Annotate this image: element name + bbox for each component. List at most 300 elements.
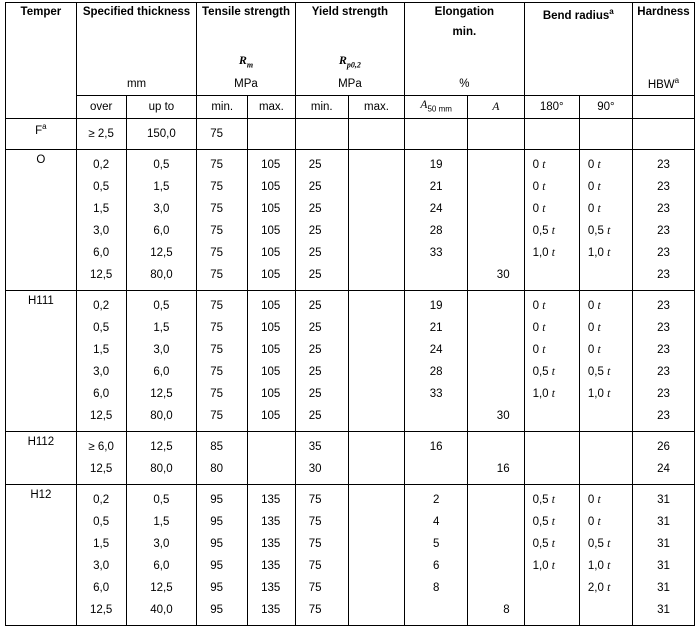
cell-hbw — [632, 599, 694, 626]
cell-ys-max — [348, 198, 404, 220]
cell-bend-180 — [524, 118, 579, 149]
cell-a — [468, 264, 524, 291]
cell-ts-max — [248, 242, 296, 264]
cell-a — [468, 405, 524, 432]
header-hardness-label: Hardness — [637, 6, 690, 18]
cell-hbw-value: 31 — [657, 559, 670, 572]
subheader-ts-min: min. — [197, 95, 248, 118]
cell-bend-90 — [579, 458, 632, 485]
cell-bend-180 — [524, 317, 579, 339]
header-rp-symbol: $R_{p0,2}$ — [295, 51, 404, 73]
cell-upto — [126, 458, 197, 485]
temper-cell — [6, 431, 77, 484]
cell-a50-value: 24 — [429, 202, 443, 215]
cell-ys-min-value: 25 — [308, 409, 322, 422]
cell-a50 — [405, 599, 468, 626]
cell-over — [76, 317, 126, 339]
cell-hbw-value: 24 — [657, 462, 670, 475]
cell-ys-min-value: 25 — [308, 343, 322, 356]
cell-hbw — [632, 220, 694, 242]
cell-ys-min — [295, 383, 348, 405]
cell-hbw — [632, 361, 694, 383]
cell-ys-min — [295, 290, 348, 317]
cell-ts-max-value: 105 — [261, 246, 281, 259]
cell-bend-180-value: 0 t — [532, 180, 546, 193]
header-thickness — [76, 3, 197, 51]
cell-a-value: 30 — [496, 268, 510, 281]
temper-label: $F^a$ — [35, 122, 47, 138]
cell-upto-value: 40,0 — [150, 603, 173, 616]
cell-bend-180 — [524, 339, 579, 361]
cell-a — [468, 361, 524, 383]
cell-ys-max — [348, 555, 404, 577]
cell-over — [76, 220, 126, 242]
cell-bend-90-value: 1,0 t — [587, 387, 611, 400]
cell-upto-value: 3,0 — [153, 202, 170, 215]
cell-ts-min-value: 95 — [210, 515, 224, 528]
temper-cell — [6, 290, 77, 431]
cell-upto-value: 0,5 — [153, 158, 170, 171]
cell-ts-min — [197, 405, 248, 432]
header-unit-mm: mm — [76, 73, 197, 96]
cell-ts-max-value: 135 — [261, 603, 281, 616]
cell-over — [76, 339, 126, 361]
cell-ts-min-value: 75 — [210, 365, 224, 378]
cell-hbw — [632, 458, 694, 485]
cell-ys-min-value: 25 — [308, 246, 322, 259]
cell-bend-180 — [524, 511, 579, 533]
cell-over-value: 12,5 — [89, 603, 113, 616]
cell-bend-180-value: 0,5 t — [532, 537, 555, 550]
cell-bend-90 — [579, 533, 632, 555]
cell-bend-180 — [524, 555, 579, 577]
header-bend-label: Bend radius — [542, 9, 610, 22]
header-bend-sup: a — [609, 7, 614, 16]
subheader-upto: up to — [126, 95, 197, 118]
cell-bend-180-value: 0 t — [532, 343, 546, 356]
cell-ys-min-value: 75 — [308, 537, 322, 550]
temper-label: H111 — [27, 294, 54, 307]
cell-ts-min-value: 95 — [210, 559, 224, 572]
cell-a-value: 16 — [496, 462, 510, 475]
cell-bend-180 — [524, 176, 579, 198]
cell-a — [468, 149, 524, 176]
cell-a-value: 8 — [503, 603, 510, 616]
subheader-ts-max: max. — [248, 95, 296, 118]
subheader-a: A — [468, 95, 524, 118]
cell-hbw — [632, 242, 694, 264]
cell-ys-max — [348, 361, 404, 383]
cell-a50-value: 19 — [429, 158, 443, 171]
temper-cell — [6, 149, 77, 290]
cell-upto — [126, 361, 197, 383]
cell-bend-90-value: 0,5 t — [587, 365, 611, 378]
cell-ys-min-value: 25 — [308, 202, 322, 215]
cell-a — [468, 458, 524, 485]
cell-upto — [126, 176, 197, 198]
cell-ys-min-value: 25 — [308, 387, 322, 400]
table-row — [6, 264, 695, 291]
cell-over-value: 0,5 — [93, 180, 110, 193]
temper-label: H12 — [30, 488, 52, 501]
cell-ys-min — [295, 242, 348, 264]
cell-ys-min — [295, 149, 348, 176]
cell-bend-180 — [524, 264, 579, 291]
cell-over — [76, 511, 126, 533]
cell-ts-max-value: 105 — [261, 202, 281, 215]
cell-ts-max-value: 135 — [261, 559, 281, 572]
cell-ts-min-value: 75 — [210, 268, 224, 281]
cell-bend-180 — [524, 361, 579, 383]
cell-bend-90 — [579, 339, 632, 361]
cell-upto — [126, 149, 197, 176]
cell-hbw-value: 23 — [657, 180, 670, 193]
header-thickness-label: Specified thickness — [82, 6, 191, 18]
cell-a50 — [405, 220, 468, 242]
cell-ts-max-value: 105 — [261, 387, 281, 400]
cell-a — [468, 220, 524, 242]
cell-bend-90-value: 0 t — [587, 515, 601, 528]
cell-bend-180-value: 0 t — [532, 202, 546, 215]
cell-a50 — [405, 118, 468, 149]
cell-over — [76, 405, 126, 432]
cell-bend-180-value: 1,0 t — [532, 246, 555, 259]
cell-ys-max — [348, 264, 404, 291]
header-rm-symbol: $R_m$ — [197, 51, 295, 73]
cell-upto — [126, 383, 197, 405]
cell-ts-min — [197, 339, 248, 361]
cell-upto — [126, 484, 197, 511]
cell-ts-min — [197, 383, 248, 405]
header-temper-label: Temper — [20, 6, 62, 18]
cell-upto — [126, 198, 197, 220]
cell-bend-90 — [579, 290, 632, 317]
cell-hbw — [632, 383, 694, 405]
cell-over — [76, 176, 126, 198]
cell-over — [76, 533, 126, 555]
header-tensile — [197, 3, 295, 51]
cell-bend-90 — [579, 176, 632, 198]
cell-hbw — [632, 176, 694, 198]
cell-ys-min-value: 35 — [308, 440, 322, 453]
cell-bend-90 — [579, 555, 632, 577]
cell-over-value: ≥ 2,5 — [88, 127, 114, 140]
cell-upto — [126, 577, 197, 599]
cell-upto-value: 12,5 — [150, 440, 173, 453]
cell-hbw-value: 23 — [657, 299, 670, 312]
cell-bend-180-value: 0 t — [532, 299, 546, 312]
cell-over — [76, 484, 126, 511]
cell-ts-min — [197, 317, 248, 339]
cell-ys-min-value: 25 — [308, 321, 322, 334]
cell-over — [76, 290, 126, 317]
cell-a — [468, 290, 524, 317]
cell-ys-min — [295, 118, 348, 149]
table-row — [6, 599, 695, 626]
cell-a50 — [405, 458, 468, 485]
cell-hbw-value: 23 — [657, 409, 670, 422]
cell-bend-90 — [579, 264, 632, 291]
cell-bend-90 — [579, 242, 632, 264]
cell-ys-min — [295, 361, 348, 383]
cell-a50 — [405, 511, 468, 533]
cell-ts-max — [248, 176, 296, 198]
cell-ts-max — [248, 220, 296, 242]
cell-ys-max — [348, 458, 404, 485]
cell-over-value: 0,2 — [93, 493, 110, 506]
cell-ys-max — [348, 511, 404, 533]
cell-ts-min — [197, 555, 248, 577]
cell-upto-value: 6,0 — [153, 365, 170, 378]
header-bend — [524, 3, 632, 51]
cell-a — [468, 383, 524, 405]
cell-ys-min-value: 75 — [308, 581, 322, 594]
table-row — [6, 149, 695, 176]
cell-over — [76, 264, 126, 291]
header-elongation-label: Elongation — [434, 6, 495, 18]
cell-a — [468, 317, 524, 339]
cell-upto-value: 1,5 — [153, 321, 170, 334]
cell-bend-180-value: 0,5 t — [532, 515, 555, 528]
header-elongation-min: min. — [452, 26, 477, 38]
cell-hbw-value: 31 — [657, 603, 670, 616]
cell-ys-min-value: 25 — [308, 365, 322, 378]
cell-over — [76, 118, 126, 149]
cell-ts-min — [197, 176, 248, 198]
cell-ys-min-value: 25 — [308, 224, 322, 237]
cell-over-value: 6,0 — [93, 246, 110, 259]
cell-hbw — [632, 264, 694, 291]
cell-hbw — [632, 149, 694, 176]
table-row — [6, 405, 695, 432]
cell-ts-min-value: 75 — [210, 321, 224, 334]
header-hardness — [632, 3, 694, 51]
cell-hbw — [632, 484, 694, 511]
cell-ts-min — [197, 511, 248, 533]
cell-ys-min — [295, 555, 348, 577]
cell-ys-max — [348, 405, 404, 432]
cell-hbw-value: 23 — [657, 202, 670, 215]
cell-over-value: 1,5 — [93, 202, 110, 215]
cell-over-value: 3,0 — [93, 559, 110, 572]
cell-over-value: 1,5 — [93, 343, 110, 356]
cell-ts-min — [197, 599, 248, 626]
cell-bend-180-value: 1,0 t — [532, 387, 555, 400]
cell-ts-min — [197, 533, 248, 555]
table-row — [6, 118, 695, 149]
cell-upto-value: 1,5 — [153, 180, 170, 193]
cell-ts-max — [248, 118, 296, 149]
cell-over — [76, 149, 126, 176]
cell-ys-min — [295, 458, 348, 485]
cell-bend-90 — [579, 317, 632, 339]
cell-over-value: 3,0 — [93, 224, 110, 237]
cell-ts-max — [248, 511, 296, 533]
header-unit-pct: % — [405, 73, 524, 96]
cell-ys-min-value: 75 — [308, 493, 322, 506]
table-row — [6, 431, 695, 458]
cell-ts-max-value: 105 — [261, 158, 281, 171]
cell-a — [468, 242, 524, 264]
cell-upto-value: 12,5 — [150, 387, 173, 400]
properties-table — [5, 2, 695, 626]
cell-a50-value: 8 — [432, 581, 440, 594]
cell-ys-max — [348, 149, 404, 176]
temper-cell — [6, 118, 77, 149]
cell-hbw-value: 23 — [657, 343, 670, 356]
cell-ts-min — [197, 198, 248, 220]
cell-upto-value: 12,5 — [150, 246, 173, 259]
cell-upto-value: 0,5 — [153, 493, 170, 506]
cell-hbw-value: 23 — [657, 387, 670, 400]
cell-upto — [126, 339, 197, 361]
cell-bend-180 — [524, 290, 579, 317]
cell-hbw-value: 23 — [657, 365, 670, 378]
cell-a50 — [405, 577, 468, 599]
cell-upto — [126, 290, 197, 317]
cell-a-value: 30 — [496, 409, 510, 422]
cell-ts-min-value: 75 — [210, 127, 224, 140]
cell-ts-max-value: 135 — [261, 493, 281, 506]
cell-a50-value: 21 — [429, 321, 443, 334]
cell-ys-min — [295, 405, 348, 432]
cell-ts-max-value: 105 — [261, 224, 281, 237]
table-row — [6, 290, 695, 317]
cell-ts-max — [248, 599, 296, 626]
cell-ys-max — [348, 176, 404, 198]
cell-ts-max — [248, 484, 296, 511]
cell-ts-max — [248, 533, 296, 555]
cell-ts-max — [248, 290, 296, 317]
table-row — [6, 577, 695, 599]
cell-a50 — [405, 405, 468, 432]
cell-bend-180-value: 0 t — [532, 158, 546, 171]
cell-a — [468, 431, 524, 458]
cell-upto-value: 6,0 — [153, 559, 170, 572]
cell-ts-min-value: 80 — [210, 462, 224, 475]
cell-ts-max — [248, 431, 296, 458]
cell-hbw — [632, 118, 694, 149]
cell-ts-min — [197, 484, 248, 511]
cell-ys-min-value: 30 — [308, 462, 322, 475]
cell-ts-max — [248, 149, 296, 176]
cell-ts-max-value: 105 — [261, 409, 281, 422]
cell-ys-min-value: 75 — [308, 559, 322, 572]
cell-ts-min-value: 75 — [210, 202, 224, 215]
cell-ts-min-value: 75 — [210, 387, 224, 400]
header-elongation — [405, 3, 524, 51]
cell-bend-180 — [524, 383, 579, 405]
cell-a50 — [405, 361, 468, 383]
cell-ys-min — [295, 339, 348, 361]
cell-bend-90-value: 2,0 t — [587, 581, 611, 594]
cell-over — [76, 198, 126, 220]
cell-ys-max — [348, 339, 404, 361]
cell-hbw-value: 31 — [657, 493, 670, 506]
cell-a50 — [405, 242, 468, 264]
cell-hbw-value: 23 — [657, 246, 670, 259]
cell-a50-value: 19 — [429, 299, 443, 312]
cell-hbw — [632, 339, 694, 361]
cell-ys-max — [348, 431, 404, 458]
cell-bend-90-value: 0 t — [587, 321, 601, 334]
cell-ys-max — [348, 242, 404, 264]
cell-over-value: 0,5 — [93, 321, 110, 334]
cell-ys-min-value: 25 — [308, 158, 322, 171]
cell-ts-min-value: 75 — [210, 158, 224, 171]
cell-ys-min — [295, 176, 348, 198]
cell-a — [468, 339, 524, 361]
table-row — [6, 484, 695, 511]
cell-hbw — [632, 290, 694, 317]
cell-bend-180 — [524, 220, 579, 242]
cell-over-value: 0,2 — [93, 158, 110, 171]
cell-over — [76, 431, 126, 458]
temper-cell — [6, 484, 77, 625]
cell-bend-180-value: 0 t — [532, 321, 546, 334]
cell-upto-value: 80,0 — [150, 409, 173, 422]
cell-ts-min — [197, 361, 248, 383]
cell-ys-min-value: 25 — [308, 268, 322, 281]
cell-hbw-value: 31 — [657, 515, 670, 528]
cell-ts-max-value: 105 — [261, 343, 281, 356]
cell-a50-value: 4 — [432, 515, 440, 528]
cell-bend-180-value: 1,0 t — [532, 559, 555, 572]
header-unit-mpa-yield: MPa — [295, 73, 404, 96]
cell-a — [468, 511, 524, 533]
cell-bend-90-value: 0 t — [587, 158, 601, 171]
cell-ts-min — [197, 290, 248, 317]
cell-a50 — [405, 264, 468, 291]
header-unit-mpa-tensile: MPa — [197, 73, 295, 96]
table-row — [6, 383, 695, 405]
cell-ys-max — [348, 118, 404, 149]
cell-bend-90-value: 0 t — [587, 180, 601, 193]
cell-ts-max-value: 135 — [261, 581, 281, 594]
cell-upto — [126, 599, 197, 626]
cell-upto — [126, 431, 197, 458]
cell-over — [76, 383, 126, 405]
cell-ts-min — [197, 577, 248, 599]
cell-ys-min — [295, 264, 348, 291]
cell-ts-min-value: 75 — [210, 343, 224, 356]
header-tensile-label: Tensile strength — [202, 6, 290, 18]
cell-bend-90 — [579, 198, 632, 220]
cell-ts-max — [248, 317, 296, 339]
cell-ts-min-value: 75 — [210, 409, 224, 422]
cell-ts-min-value: 75 — [210, 246, 224, 259]
cell-over-value: 1,5 — [93, 537, 110, 550]
cell-ts-min — [197, 431, 248, 458]
cell-a50-value: 5 — [432, 537, 440, 550]
cell-ys-max — [348, 599, 404, 626]
cell-hbw — [632, 577, 694, 599]
cell-ts-min-value: 95 — [210, 603, 224, 616]
cell-ts-max-value: 105 — [261, 180, 281, 193]
cell-ts-min — [197, 149, 248, 176]
cell-ys-max — [348, 290, 404, 317]
cell-a50 — [405, 149, 468, 176]
cell-ts-max-value: 105 — [261, 299, 281, 312]
cell-ts-min-value: 95 — [210, 581, 224, 594]
cell-over-value: 12,5 — [89, 462, 113, 475]
cell-upto-value: 6,0 — [153, 224, 170, 237]
cell-hbw-value: 23 — [657, 321, 670, 334]
cell-ts-min-value: 75 — [210, 299, 224, 312]
table-row — [6, 198, 695, 220]
header-yield-label: Yield strength — [311, 6, 389, 18]
cell-over — [76, 599, 126, 626]
